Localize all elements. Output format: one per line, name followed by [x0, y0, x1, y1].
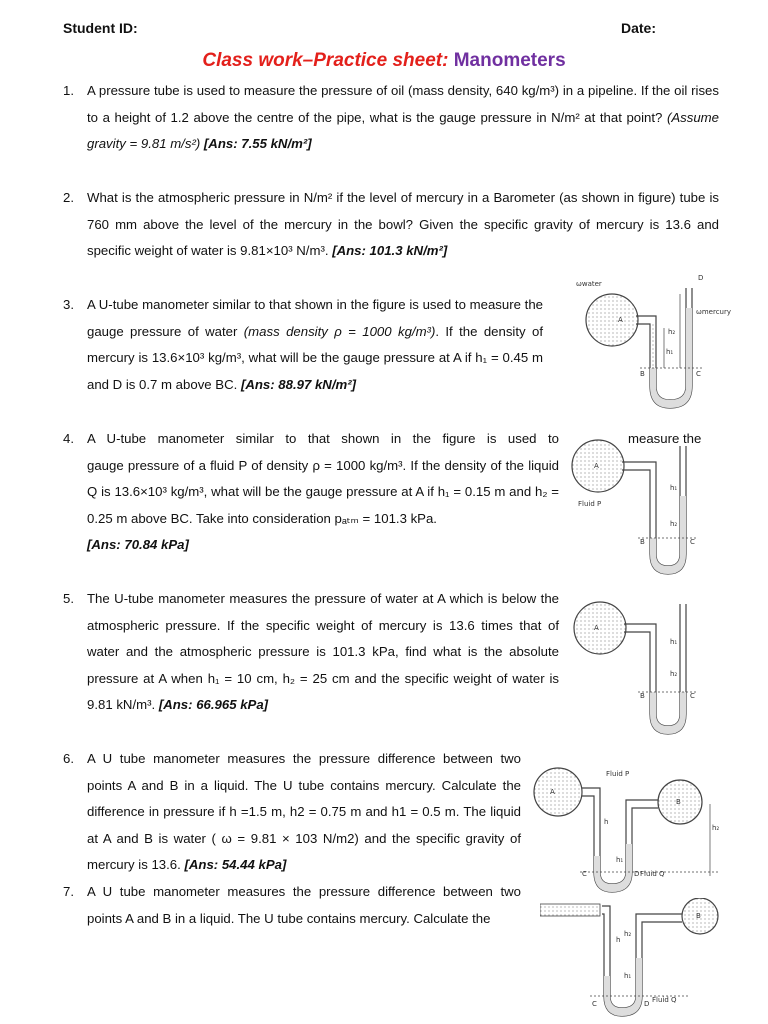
question-text: A pressure tube is used to measure the pressure of oil (mass density, 640 kg/m³) in a pipeline. If the oil rises to a height of 1.2 above the centre of the pipe, what is the gauge pressure in N/m² at that point?	[87, 83, 719, 125]
label-A: A	[550, 788, 555, 796]
page-title	[0, 50, 768, 72]
question-answer: [Ans: 7.55 kN/m²]	[203, 136, 312, 151]
figure-q5-manometer	[568, 596, 738, 746]
question-note: (Assume gravity = 9.81 m/s²)	[87, 109, 719, 151]
question-text-line1-end: measure the	[628, 431, 702, 446]
label-B: B	[640, 370, 645, 378]
label-h: h	[616, 936, 621, 944]
figure-q6-manometer	[530, 764, 740, 896]
label-B: B	[640, 538, 645, 546]
question-number: 1.	[63, 83, 74, 98]
question-text-line1: A U-tube manometer similar to that shown in the figure is used to	[87, 431, 559, 446]
question-text: A U tube manometer measures the pressure difference between two points A and B in a liquid. The U tube contains mercury. Calculate the	[87, 884, 521, 926]
question-number: 5.	[63, 591, 74, 606]
question-answer: [Ans: 101.3 kN/m²]	[332, 243, 448, 258]
question-text: gauge pressure of a fluid P of density ρ = 1000 kg/m³. If the density of the liquid Q is 13.6×10³ kg/m³, what will be the gauge pressure at A if h₁ = 0.15 m and h₂ = 0.25 m above BC. Take into consideration pₐₜₘ = 101.3 kPa.	[87, 457, 559, 526]
label-w-water: ωwater	[576, 280, 602, 288]
question-number: 6.	[63, 751, 74, 766]
label-fluid-p: Fluid P	[606, 770, 630, 778]
label-B: B	[676, 798, 681, 806]
label-h2: h₂	[668, 328, 676, 336]
question-number: 4.	[63, 431, 74, 446]
question-number: 7.	[63, 884, 74, 899]
label-w-mercury: ωmercury	[696, 308, 732, 316]
label-A: A	[618, 316, 623, 324]
label-h: h	[604, 818, 609, 826]
label-h1: h₁	[666, 348, 674, 356]
label-h1: h₁	[616, 856, 624, 864]
figure-q7-manometer	[540, 898, 740, 1022]
label-B: B	[640, 692, 645, 700]
label-C: C	[582, 870, 587, 878]
label-C: C	[696, 370, 701, 378]
label-D: D	[634, 870, 640, 878]
question-answer: [Ans: 66.965 kPa]	[158, 697, 269, 712]
question-answer: [Ans: 54.44 kPa]	[184, 857, 287, 872]
question-note: (mass density ρ = 1000 kg/m³)	[243, 323, 436, 339]
question-answer: [Ans: 70.84 kPa]	[87, 537, 189, 552]
label-h2: h₂	[670, 520, 678, 528]
label-C: C	[690, 692, 695, 700]
label-fluid-p: Fluid P	[578, 500, 602, 508]
question-text: What is the atmospheric pressure in N/m² if the level of mercury in a Barometer (as shown in figure) tube is 760 mm above the level of the mercury in the bowl? Given the specific gravity of mercury is 13.6 and specific weight of water is 9.81×10³ N/m³.	[87, 190, 719, 258]
figure-q4-manometer	[568, 436, 738, 586]
label-h1: h₁	[624, 972, 632, 980]
label-fluid-q: Fluid Q	[640, 870, 665, 878]
question-text: A U-tube manometer similar to that shown in the figure is used to measure the gauge pressure of water	[87, 297, 543, 339]
label-h2: h₂	[670, 670, 678, 678]
label-fluid-q: Fluid Q	[652, 996, 677, 1004]
label-h2: h₂	[712, 824, 720, 832]
label-D: D	[644, 1000, 650, 1008]
question-text: The U-tube manometer measures the pressure of water at A which is below the atmospheric pressure. If the specific weight of mercury is 13.6 times that of water and the atmospheric pressure is 101.3 kPa, find what is the absolute pressure at A when h₁ = 10 cm, h₂ = 25 cm and the specific weight of water is 9.81 kN/m³.	[87, 591, 559, 712]
title-part2: Manometers	[453, 50, 566, 71]
label-C: C	[592, 1000, 597, 1008]
label-h2: h₂	[624, 930, 632, 938]
question-answer: [Ans: 88.97 kN/m²]	[240, 376, 356, 392]
student-id-label: Student ID:	[63, 20, 138, 36]
label-D: D	[698, 274, 704, 282]
date-label: Date:	[621, 20, 657, 36]
label-B: B	[696, 912, 701, 920]
label-h1: h₁	[670, 638, 678, 646]
figure-q3-manometer	[568, 268, 738, 418]
label-A: A	[594, 462, 599, 470]
question-number: 2.	[63, 190, 74, 205]
label-C: C	[690, 538, 695, 546]
label-A: A	[594, 624, 599, 632]
question-text: A U tube manometer measures the pressure difference between two points A and B in a liquid. The U tube contains mercury. Calculate the difference in pressure if h =1.5 m, h2 = 0.75 m and h1 = 0.5 m. The liquid at A and B is water ( ω = 9.81 × 103 N/m2) and the specific gravity of mercury is 13.6.	[87, 751, 521, 872]
label-h1: h₁	[670, 484, 678, 492]
question-number: 3.	[63, 297, 74, 312]
title-part1: Class work–Practice sheet:	[202, 50, 454, 71]
question-text-cont: . If the density of mercury is 13.6×10³ kg/m³, what will be the gauge pressure at A if h₁ = 0.45 m and D is 0.7 m above BC.	[87, 323, 543, 392]
